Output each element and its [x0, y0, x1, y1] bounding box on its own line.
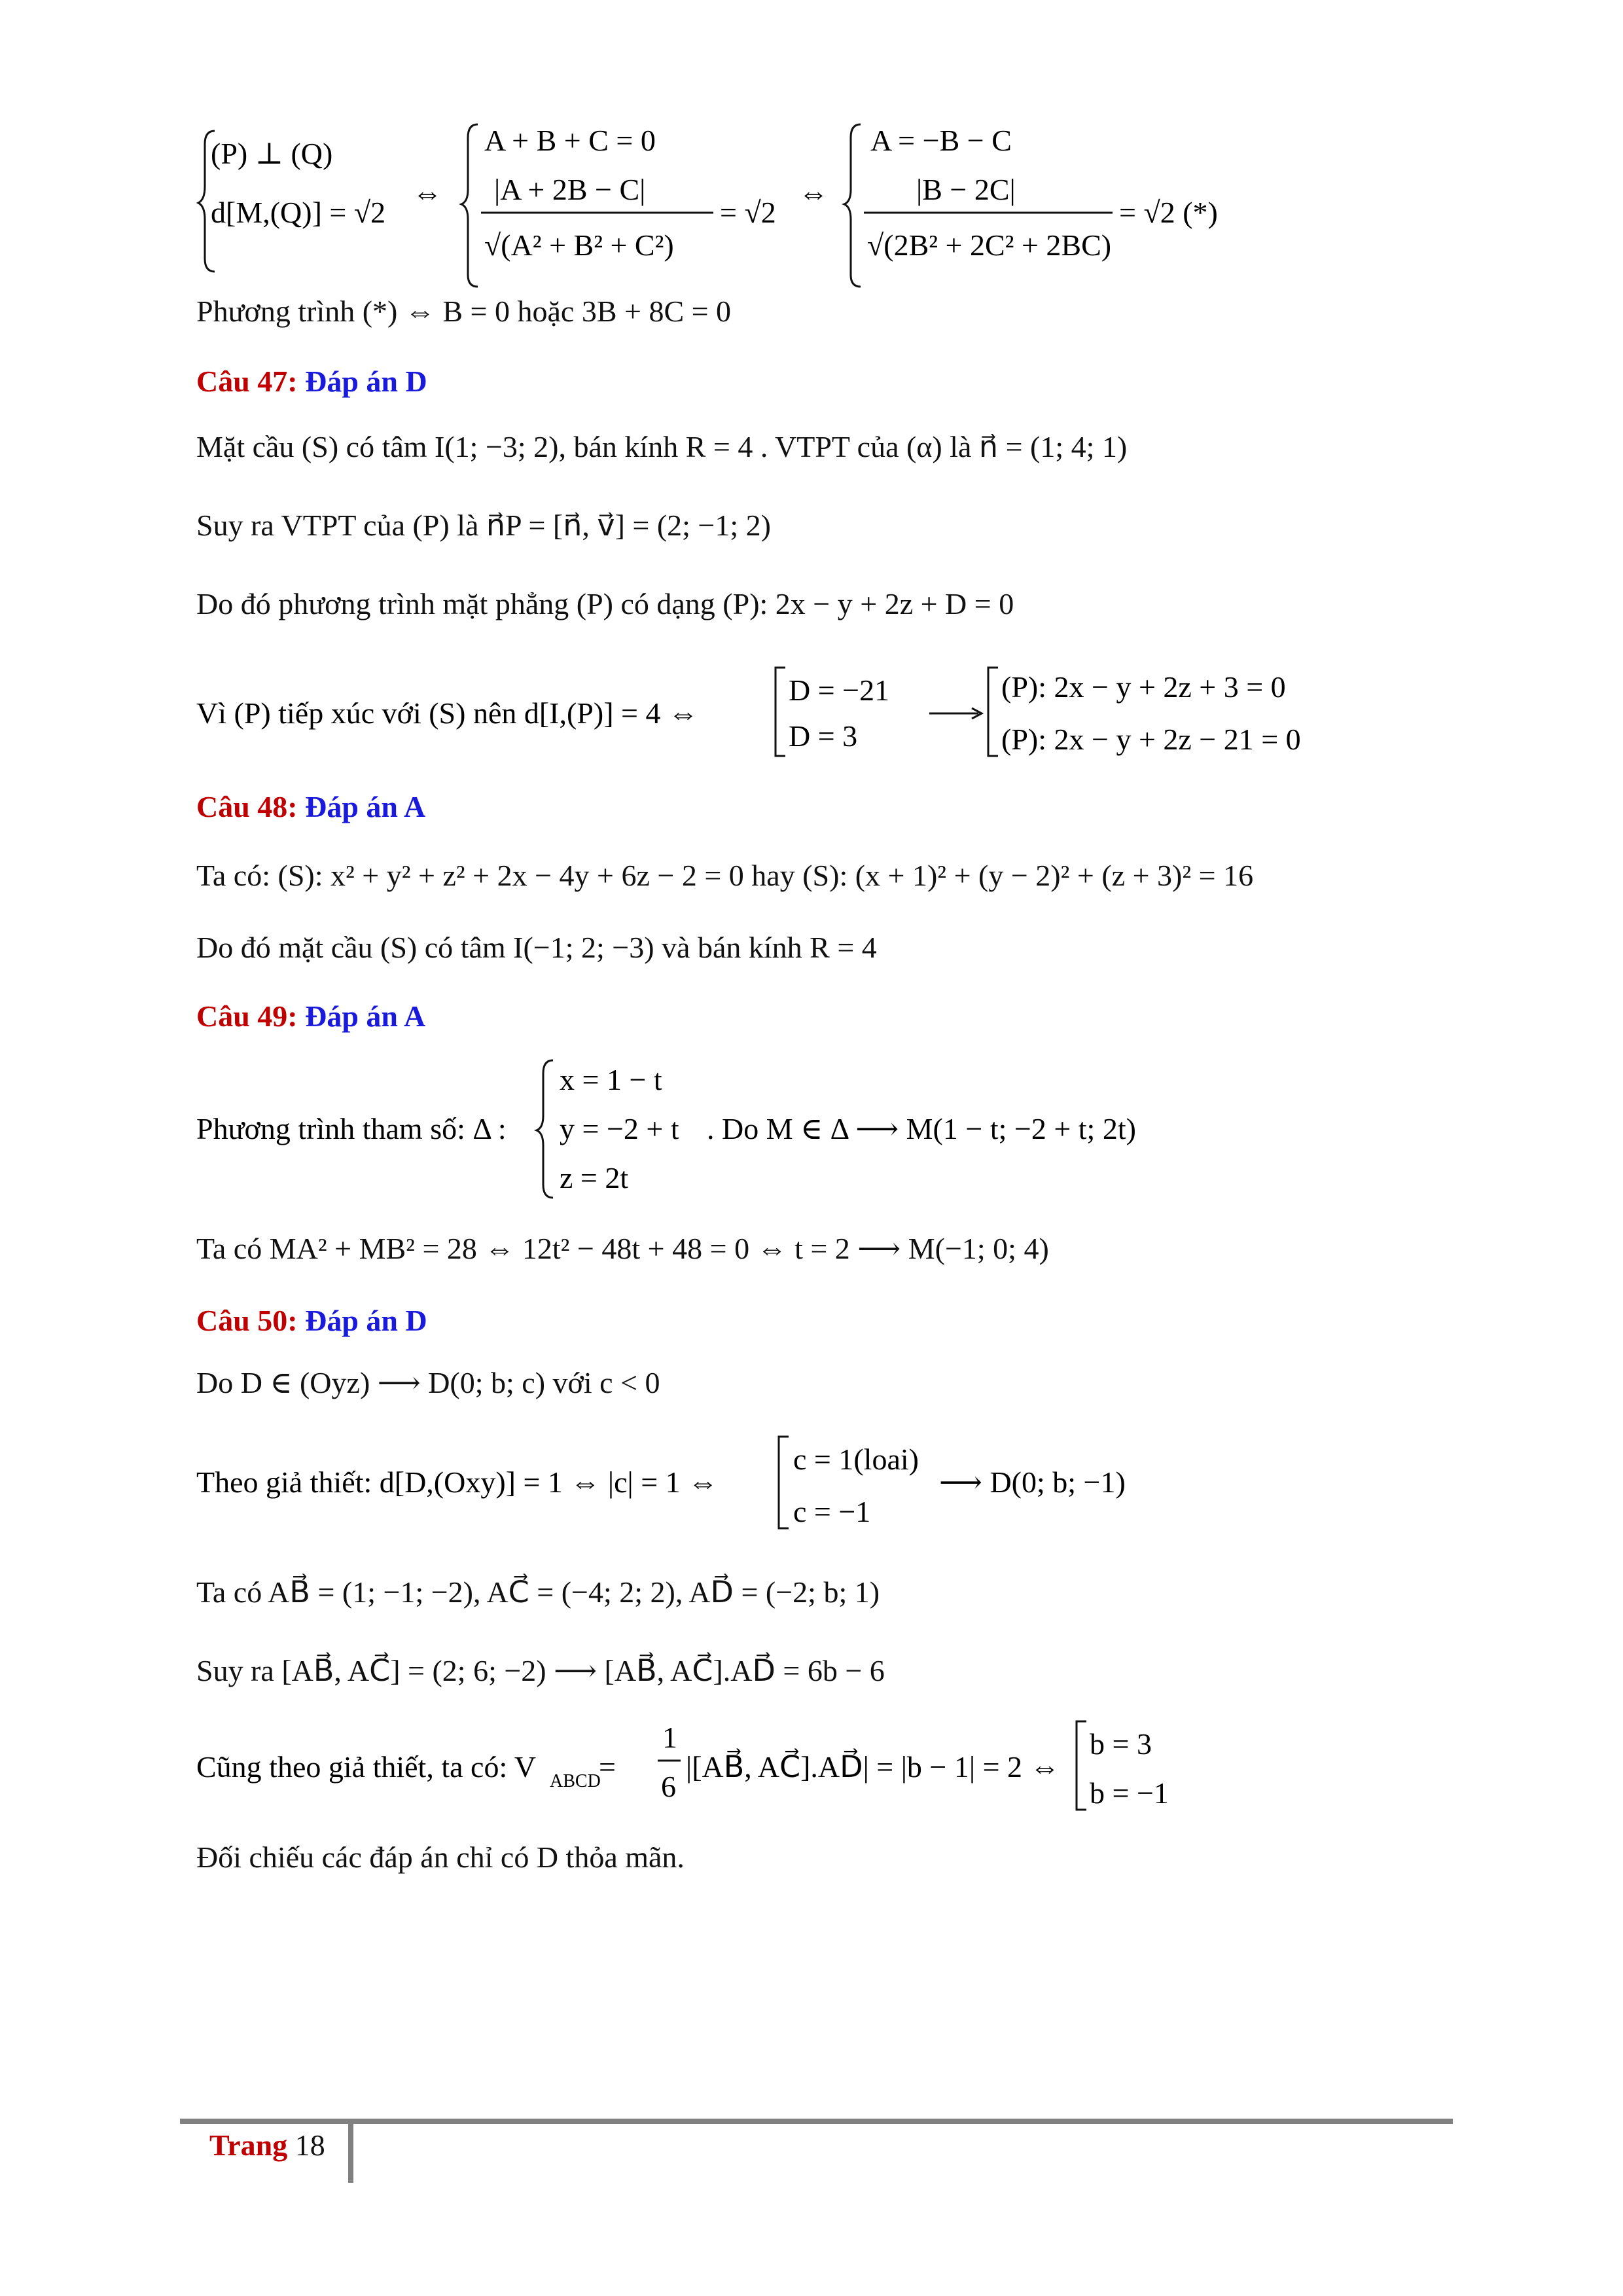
system-mid-num: |A + 2B − C| [494, 173, 646, 206]
q49-row1: x = 1 − t [560, 1063, 662, 1096]
q50-l2-case1: c = 1(loai) [793, 1443, 919, 1476]
q47-label: Câu 47: [196, 365, 298, 398]
system-iff-2: ⇔ [798, 176, 829, 209]
svg-text:=: = [599, 1750, 616, 1784]
q48-line1: Ta có: (S): x² + y² + z² + 2x − 4y + 6z − 2 = 0 hay (S): (x + 1)² + (y − 2)² + (z + 3)² = 16 [196, 859, 1254, 892]
q49-answer: Đáp án A [305, 999, 426, 1033]
q47-line3: Do đó phương trình mặt phẳng (P) có dạng (P): 2x − y + 2z + D = 0 [196, 587, 1014, 620]
q47-heading [196, 363, 427, 400]
q49-label: Câu 49: [196, 999, 298, 1033]
q50-answer: Đáp án D [305, 1304, 427, 1337]
equation-star-line: Phương trình (*) ⇔ B = 0 hoặc 3B + 8C = 0 [196, 295, 732, 328]
footer-rule [180, 2119, 1453, 2124]
top-system [196, 118, 1309, 291]
q50-l5-prefix: Cũng theo giả thiết, ta có: V [196, 1750, 537, 1784]
system-iff-1: ⇔ [412, 176, 442, 209]
q48-heading [196, 789, 425, 825]
q47-line4 [196, 658, 1374, 772]
system-mid-eq: = √2 [720, 196, 776, 229]
q50-heading [196, 1302, 427, 1339]
q47-l4-prefix: Vì (P) tiếp xúc với (S) nên d[I,(P)] = 4 ⇔ [196, 696, 698, 730]
q50-line1: Do D ∈ (Oyz) ⟶ D(0; b; c) với c < 0 [196, 1366, 660, 1399]
system-right-tail: = √2 (*) [1119, 196, 1218, 229]
q50-line4: Suy ra [AB⃗, AC⃗] = (2; 6; −2) ⟶ [AB⃗, AC⃗].AD⃗ = 6b − 6 [196, 1654, 885, 1687]
q50-l2-case2: c = −1 [793, 1495, 871, 1528]
footer-divider [348, 2124, 353, 2183]
q50-l5-case2: b = −1 [1090, 1776, 1169, 1810]
q49-line2: Ta có MA² + MB² = 28 ⇔ 12t² − 48t + 48 = 0 ⇔ t = 2 ⟶ M(−1; 0; 4) [196, 1232, 1049, 1265]
system-right-num: |B − 2C| [916, 173, 1016, 206]
q50-l5-frac-den: 6 [661, 1770, 676, 1803]
q50-label: Câu 50: [196, 1304, 298, 1337]
q50-l5-mid: |[AB⃗, AC⃗].AD⃗| = |b − 1| = 2 ⇔ [686, 1750, 1060, 1784]
footer-label: Trang [209, 2128, 288, 2162]
q49-row3: z = 2t [560, 1161, 629, 1194]
q50-line5 [196, 1712, 1374, 1826]
q49-param-line [196, 1050, 1374, 1211]
q50-l5-sub: ABCD [550, 1771, 601, 1791]
q50-l5-case1: b = 3 [1090, 1727, 1152, 1761]
q50-l5-frac-num: 1 [662, 1721, 677, 1754]
system-left-row2: d[M,(Q)] = √2 [211, 196, 386, 229]
q47-l4-res2: (P): 2x − y + 2z − 21 = 0 [1001, 723, 1301, 756]
q47-line1: Mặt cầu (S) có tâm I(1; −3; 2), bán kính R = 4 . VTPT của (α) là n⃗ = (1; 4; 1) [196, 430, 1128, 463]
footer-page-number: 18 [294, 2128, 325, 2162]
q48-line2: Do đó mặt cầu (S) có tâm I(−1; 2; −3) và bán kính R = 4 [196, 931, 877, 964]
q49-tail: . Do M ∈ Δ ⟶ M(1 − t; −2 + t; 2t) [707, 1112, 1136, 1145]
q50-line3: Ta có AB⃗ = (1; −1; −2), AC⃗ = (−4; 2; 2), AD⃗ = (−2; b; 1) [196, 1575, 880, 1609]
q49-prefix: Phương trình tham số: Δ : [196, 1112, 507, 1145]
q50-l2-prefix: Theo giả thiết: d[D,(Oxy)] = 1 ⇔ |c| = 1 ⇔ [196, 1465, 719, 1499]
q48-label: Câu 48: [196, 790, 298, 823]
q47-answer: Đáp án D [305, 365, 427, 398]
page-footer [209, 2127, 325, 2164]
system-right-den: √(2B² + 2C² + 2BC) [867, 228, 1112, 262]
system-mid-row1: A + B + C = 0 [484, 124, 656, 157]
system-right-row1: A = −B − C [870, 124, 1012, 157]
q47-l4-case2: D = 3 [789, 719, 858, 753]
q49-heading [196, 998, 425, 1035]
q47-line2: Suy ra VTPT của (P) là n⃗P = [n⃗, v⃗] = (2; −1; 2) [196, 509, 771, 542]
q48-answer: Đáp án A [305, 790, 426, 823]
system-left-row1: (P) ⊥ (Q) [211, 137, 333, 170]
q49-row2: y = −2 + t [560, 1112, 679, 1145]
q50-line2 [196, 1427, 1374, 1541]
q47-l4-res1: (P): 2x − y + 2z + 3 = 0 [1001, 670, 1286, 704]
system-mid-den: √(A² + B² + C²) [484, 228, 674, 262]
q50-l2-tail: ⟶ D(0; b; −1) [939, 1465, 1126, 1499]
q47-l4-case1: D = −21 [789, 673, 890, 707]
q50-line6: Đối chiếu các đáp án chỉ có D thỏa mãn. [196, 1840, 685, 1874]
